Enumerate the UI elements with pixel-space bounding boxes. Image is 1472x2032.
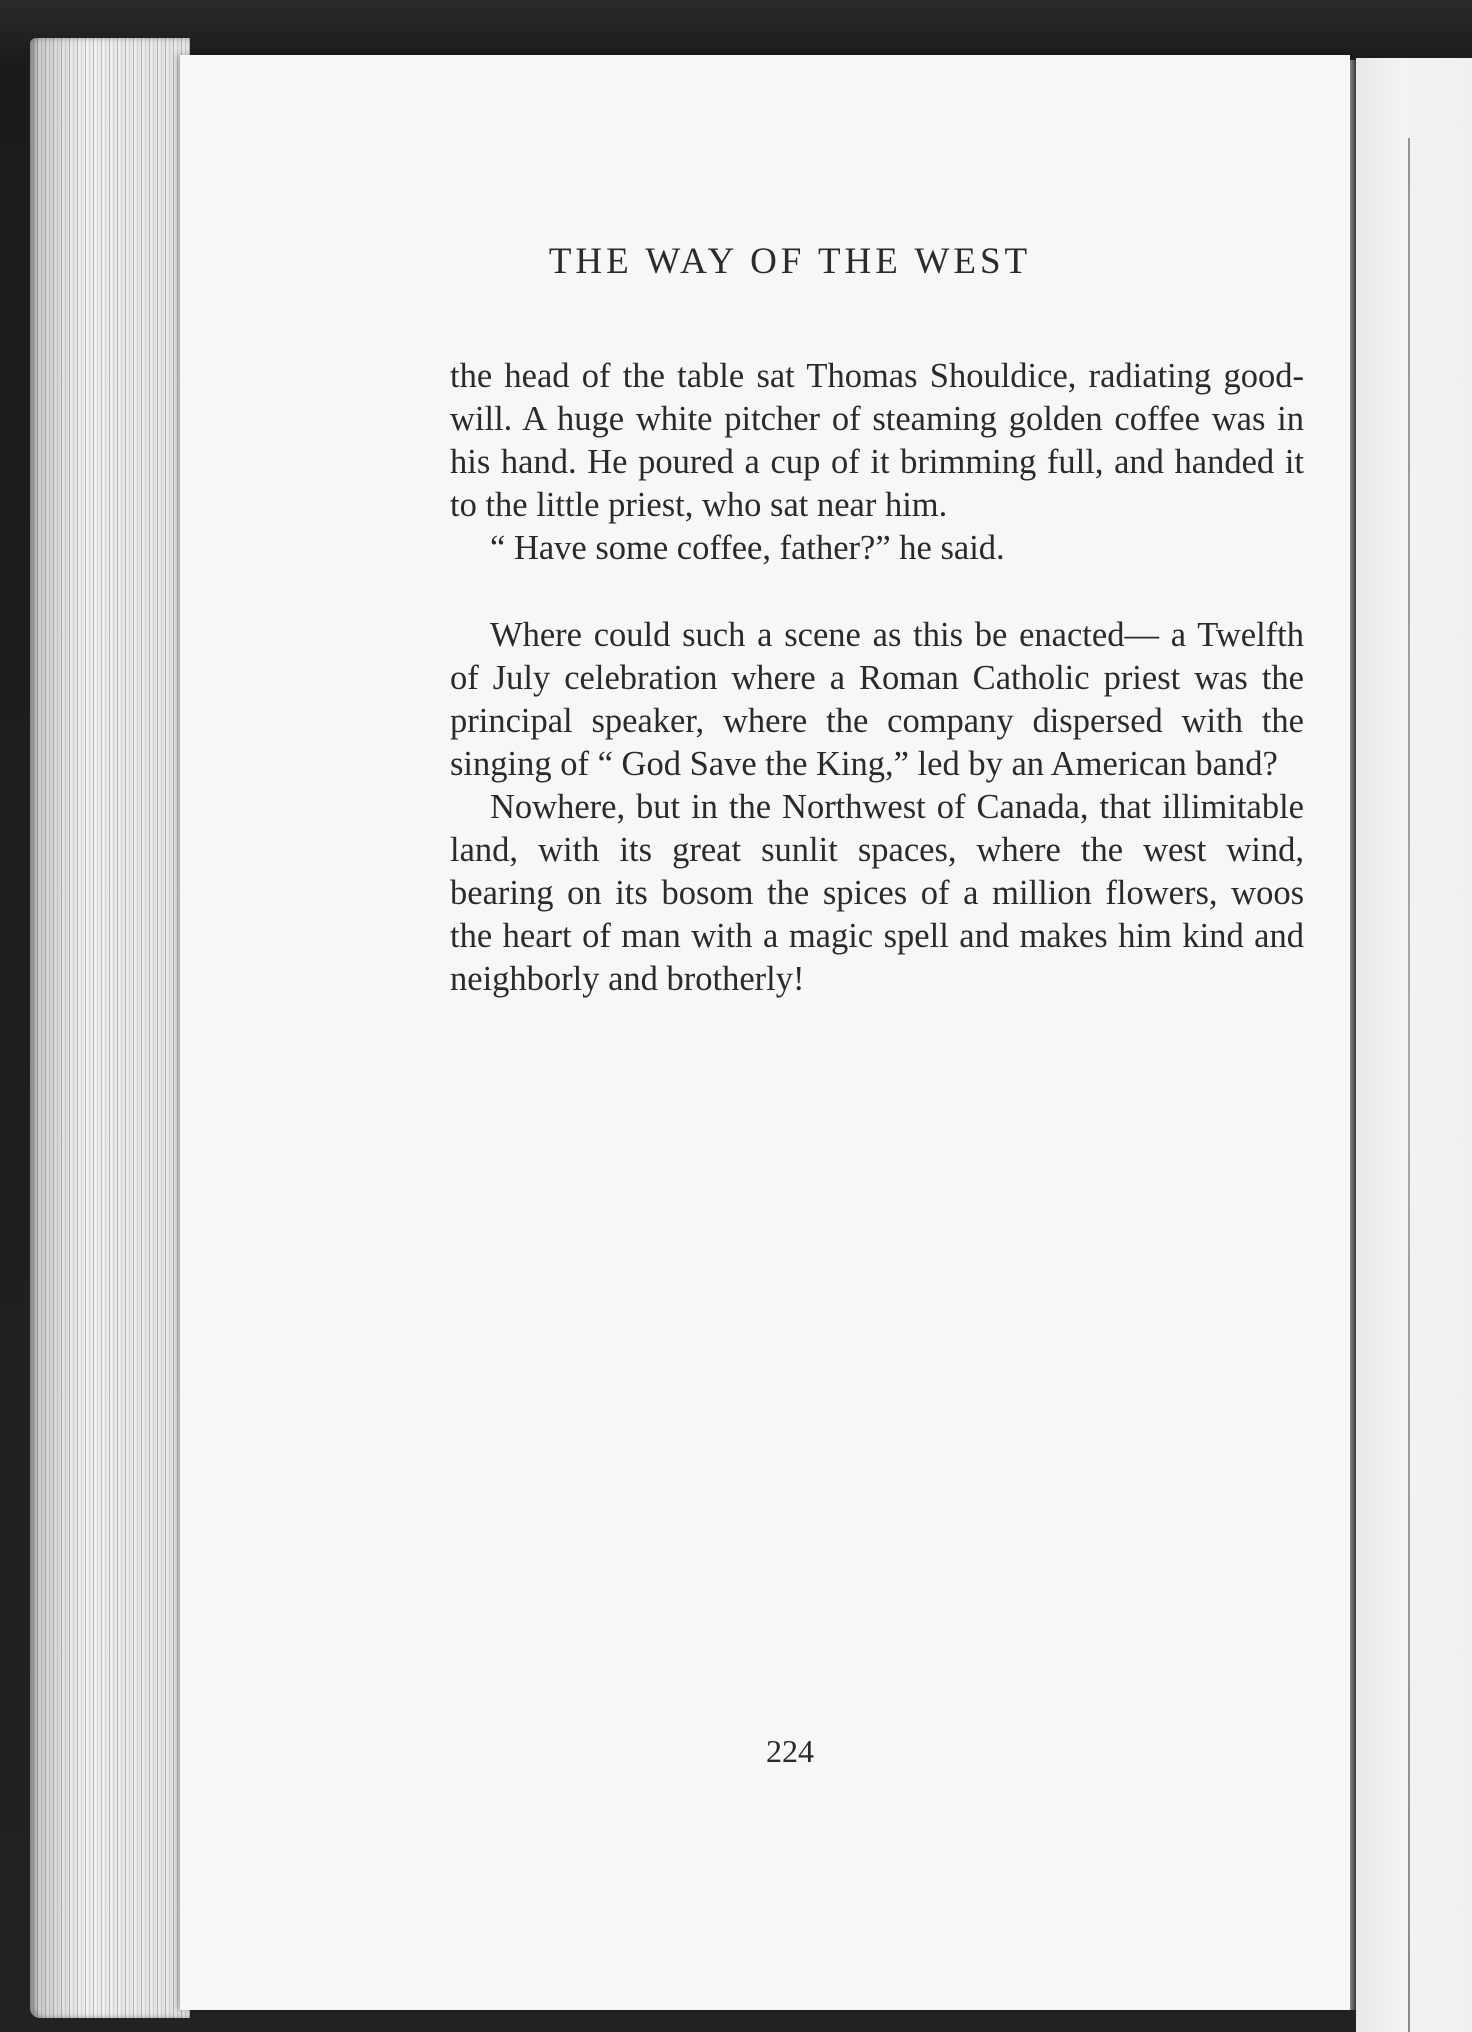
paragraph-answer: Nowhere, but in the Northwest of Canada, that illimitable land, with its great sunlit spaces, where the west wind, bearing on its bosom the spices of a million flowers, woos the heart of man with a magic spell and makes him kind and neighborly and brotherly!	[450, 788, 1304, 998]
section-break	[450, 570, 1304, 614]
page-edges	[30, 38, 190, 2018]
book-page	[180, 55, 1350, 2010]
paragraph-continued: the head of the table sat Thomas Shouldice, radiating good-will. A huge white pitcher of steaming golden coffee was in his hand. He poured a cup of it brimming full, and handed it to the little priest, who sat near him.	[450, 357, 1304, 524]
running-head: THE WAY OF THE WEST	[548, 241, 1032, 282]
facing-page-edge	[1356, 58, 1472, 2032]
paragraph-question: Where could such a scene as this be enacted— a Twelfth of July celebration where a Roman Catholic priest was the principal speaker, where the company dispersed with the singing of “ God Save the King,” led by an American band?	[450, 616, 1304, 783]
facing-page-shadow	[1408, 138, 1410, 2032]
page-text	[450, 355, 1304, 1001]
page-number: 224	[766, 1733, 814, 1769]
paragraph-dialogue: “ Have some coffee, father?” he said.	[490, 529, 1005, 567]
